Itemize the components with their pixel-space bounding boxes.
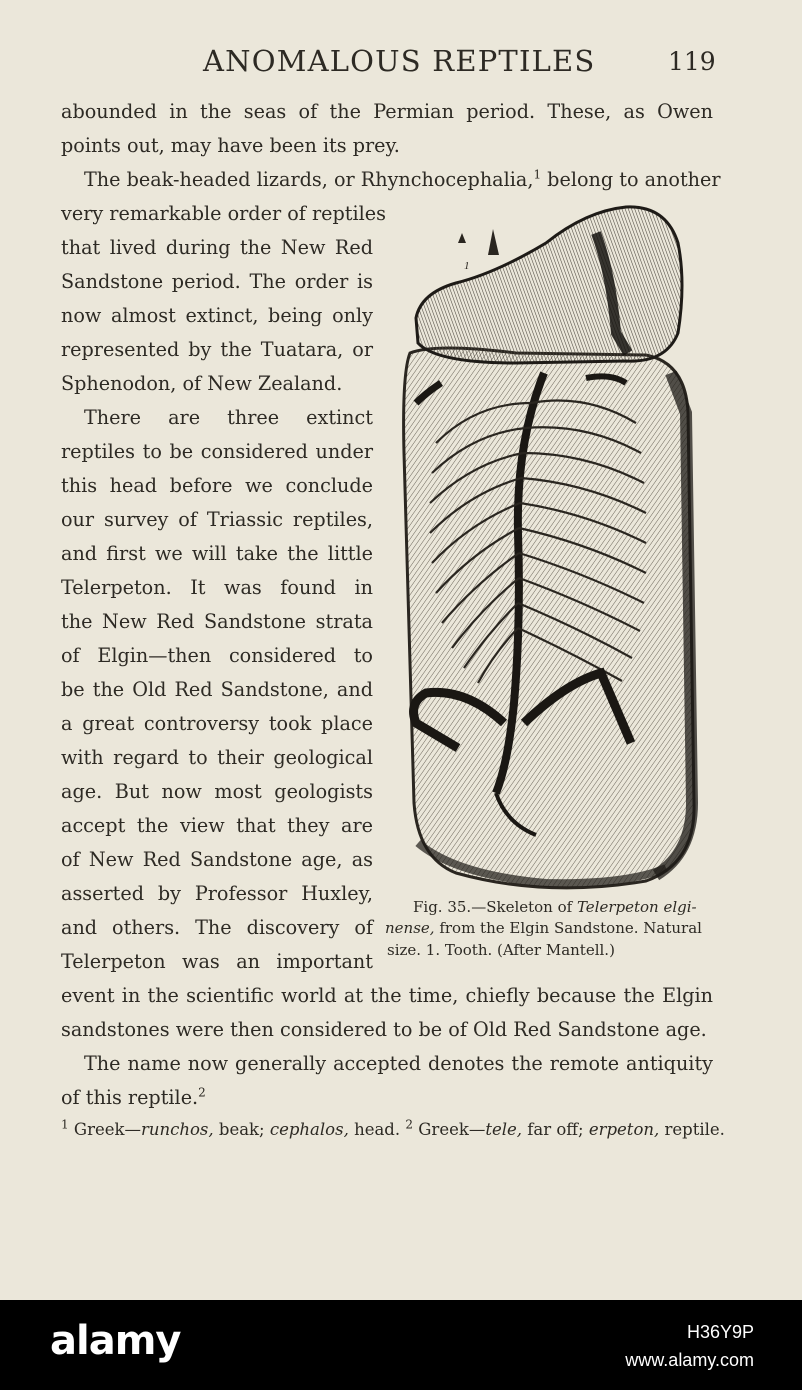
footnotes: $^1$ Greek—runchos, beak; cephalos, head. $^2$ Greek—tele, far off; erpeton, reptile.	[61, 1117, 725, 1139]
text-line: There are three extinct	[84, 406, 373, 429]
text-line: sandstones were then considered to be of Old Red Sandstone age.	[61, 1018, 707, 1041]
watermark-url: www.alamy.com	[625, 1350, 754, 1370]
alamy-logo: alamy	[50, 1318, 181, 1364]
text-line: and first we will take the little	[61, 542, 373, 565]
figure-caption: nense, from the Elgin Sandstone. Natural	[385, 919, 702, 937]
figure-caption: Fig. 35.—Skeleton of Telerpeton elgi-	[413, 898, 697, 916]
text-line: of Elgin—then considered to	[61, 644, 373, 667]
watermark-footer	[0, 1300, 802, 1390]
text-line: that lived during the New Red	[61, 236, 373, 259]
text-line: of New Red Sandstone age, as	[61, 848, 373, 871]
text-line: our survey of Triassic reptiles,	[61, 508, 373, 531]
text-line: The name now generally accepted denotes the remote antiquity	[84, 1052, 713, 1075]
page-number: 119	[668, 47, 716, 76]
text-line: Telerpeton was an important	[61, 950, 373, 973]
telerpeton-skeleton-figure	[396, 203, 698, 893]
text-line: a great controversy took place	[61, 712, 373, 735]
text-line: this head before we conclude	[61, 474, 373, 497]
text-line: points out, may have been its prey.	[61, 134, 400, 157]
text-line: Telerpeton. It was found in	[61, 576, 373, 599]
text-line: event in the scientific world at the time, chiefly because the Elgin	[61, 984, 713, 1007]
text-line: accept the view that they are	[61, 814, 373, 837]
tooth-icon	[488, 229, 499, 255]
rock-lump	[416, 207, 682, 363]
text-line: with regard to their geological	[61, 746, 373, 769]
text-line: asserted by Professor Huxley,	[61, 882, 373, 905]
page-header-title: ANOMALOUS REPTILES	[203, 44, 596, 78]
image-id: H36Y9P	[686, 1322, 754, 1342]
text-line: be the Old Red Sandstone, and	[61, 678, 373, 701]
text-line: reptiles to be considered under	[61, 440, 373, 463]
text-line: Sphenodon, of New Zealand.	[61, 372, 343, 395]
text-line: very remarkable order of reptiles	[61, 202, 386, 225]
text-line: The beak-headed lizards, or Rhynchocephalia,$^1$ belong to another	[84, 167, 721, 191]
text-line: represented by the Tuatara, or	[61, 338, 373, 361]
text-line: Sandstone period. The order is	[61, 270, 373, 293]
text-line: age. But now most geologists	[61, 780, 373, 803]
figure-caption: size. 1. Tooth. (After Mantell.)	[387, 941, 615, 959]
text-line: and others. The discovery of	[61, 916, 373, 939]
text-line: the New Red Sandstone strata	[61, 610, 373, 633]
tooth-label: 1	[464, 260, 470, 272]
text-line: now almost extinct, being only	[61, 304, 373, 327]
text-line: of this reptile.$^2$	[61, 1085, 206, 1109]
text-line: abounded in the seas of the Permian period. These, as Owen	[61, 100, 713, 123]
